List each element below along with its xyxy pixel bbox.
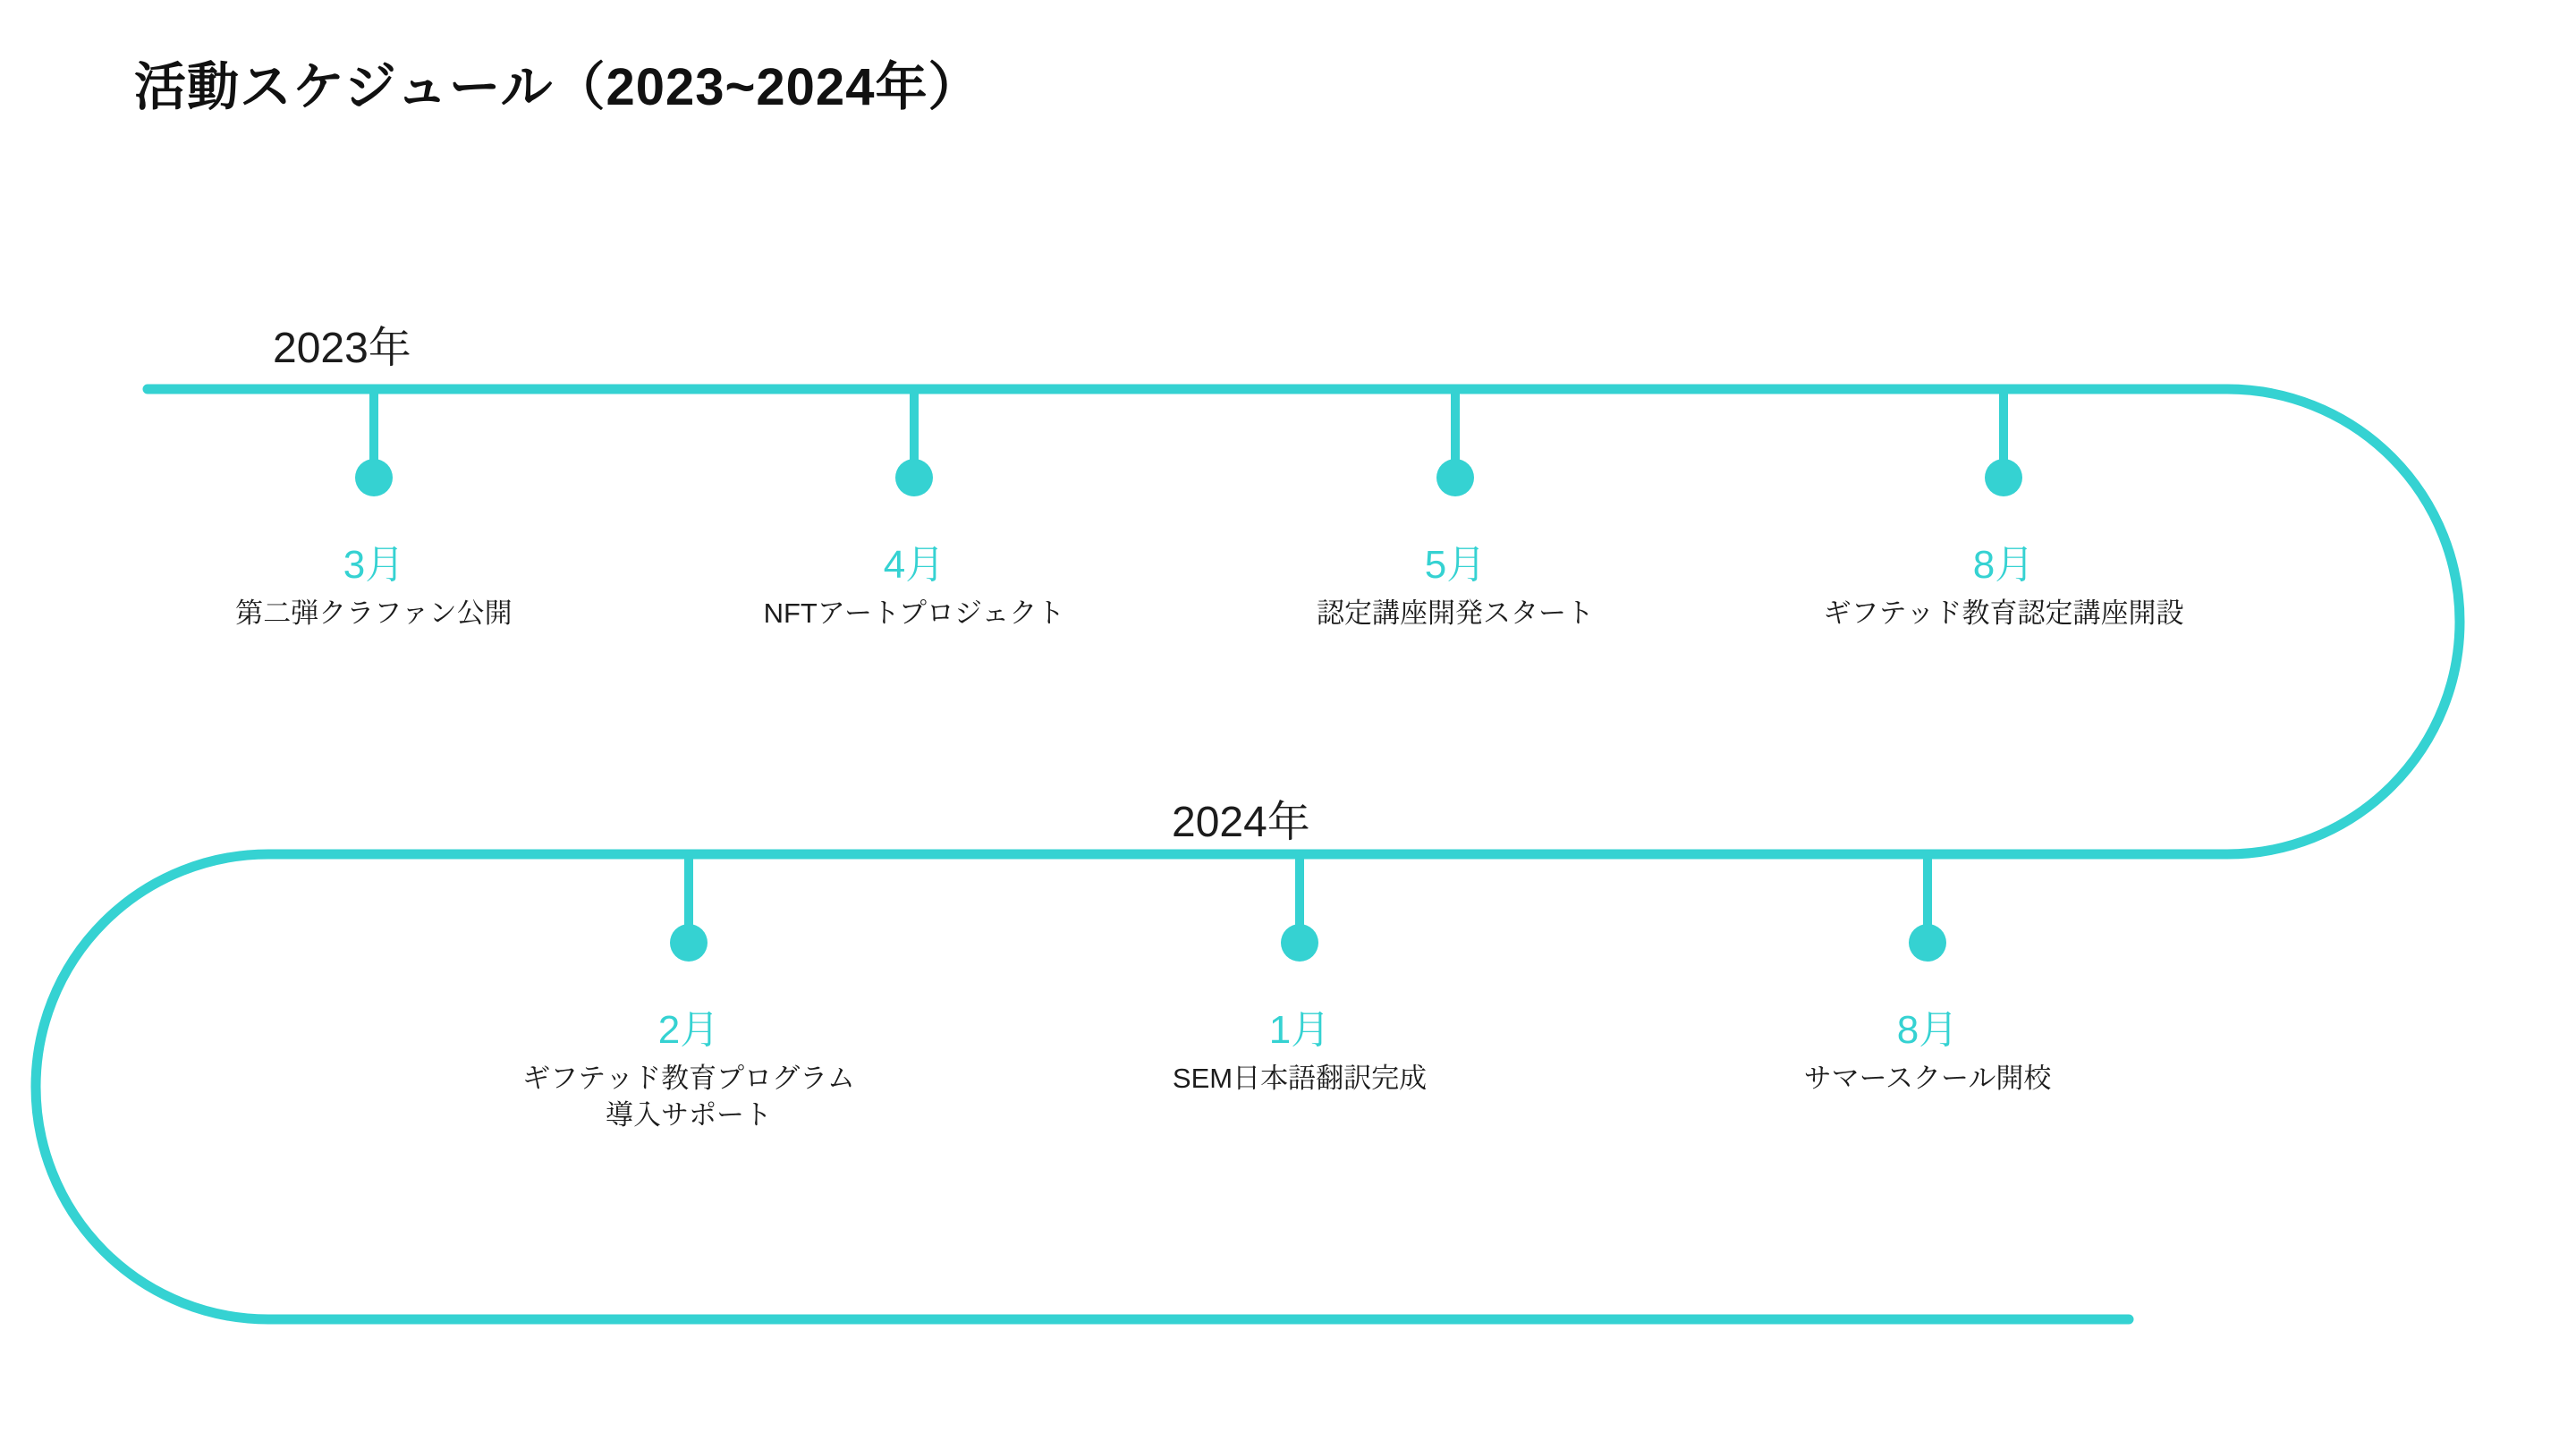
milestone-month: 5月 bbox=[1424, 543, 1487, 587]
page-title: 活動スケジュール（2023~2024年） bbox=[134, 58, 981, 116]
milestone-dot bbox=[895, 459, 933, 496]
milestone-month: 2月 bbox=[657, 1008, 720, 1052]
milestone-month: 8月 bbox=[1896, 1008, 1959, 1052]
milestone-month: 8月 bbox=[1972, 543, 2035, 587]
year-label-2023: 2023年 bbox=[273, 325, 411, 372]
milestone-stem bbox=[910, 389, 919, 470]
milestone-stem bbox=[1295, 854, 1304, 935]
milestone-description: 認定講座開発スタート bbox=[1317, 597, 1594, 629]
milestone-description: ギフテッド教育認定講座開設 bbox=[1823, 597, 2184, 629]
milestone-description-line1: SEM日本語翻訳完成 bbox=[1172, 1063, 1428, 1094]
milestone-stem bbox=[369, 389, 378, 470]
milestone-stem bbox=[684, 854, 693, 935]
milestone-dot bbox=[1436, 459, 1474, 496]
milestone-dot bbox=[1281, 924, 1318, 962]
milestone-dot bbox=[355, 459, 393, 496]
milestone-description-line1: サマースクール開校 bbox=[1803, 1063, 2052, 1094]
milestone-description: 第二弾クラファン公開 bbox=[235, 597, 513, 629]
milestone-description bbox=[1740, 1060, 2115, 1097]
milestone-month: 3月 bbox=[343, 543, 405, 587]
milestone-dot bbox=[1985, 459, 2022, 496]
milestone-description bbox=[501, 1060, 877, 1133]
milestone-stem bbox=[1923, 854, 1932, 935]
milestone-stem bbox=[1999, 389, 2008, 470]
milestone-description bbox=[1112, 1060, 1487, 1097]
milestone-month: 4月 bbox=[883, 543, 945, 587]
milestone-dot bbox=[670, 924, 708, 962]
milestone-dot bbox=[1909, 924, 1946, 962]
milestone-description-line2: 導入サポート bbox=[606, 1099, 772, 1131]
milestone-stem bbox=[1451, 389, 1460, 470]
milestone-description: NFTアートプロジェクト bbox=[763, 597, 1065, 629]
year-label-2024: 2024年 bbox=[1172, 799, 1310, 846]
milestone-month: 1月 bbox=[1268, 1008, 1331, 1052]
milestone-description-line1: ギフテッド教育プログラム bbox=[522, 1063, 855, 1094]
